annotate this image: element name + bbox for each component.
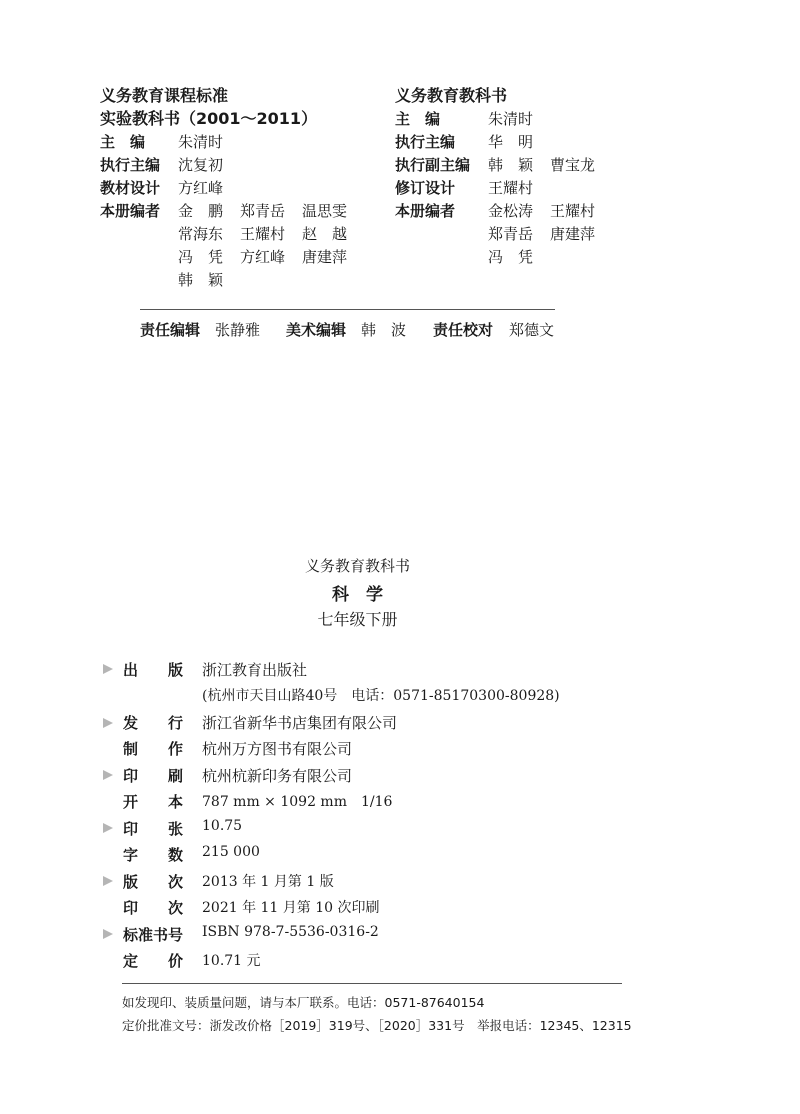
left-editor-name: 韩 颖 bbox=[178, 271, 224, 289]
right-credit-name: 韩 颖 bbox=[488, 156, 534, 174]
right-credit-name: 华 明 bbox=[488, 133, 534, 151]
colophon-value: 2021 年 11 月第 10 次印刷 bbox=[202, 900, 380, 916]
right-credits-header: 义务教育教科书 bbox=[395, 86, 508, 105]
staff-name: 张静雅 bbox=[215, 321, 261, 339]
left-editor-name: 唐建萍 bbox=[302, 248, 348, 266]
right-editor-name: 金松涛 bbox=[488, 202, 534, 220]
staff-label: 美术编辑 bbox=[286, 321, 347, 339]
credits-divider bbox=[140, 309, 555, 310]
bullet-triangle-icon bbox=[103, 929, 113, 939]
left-editor-name: 金 鹏 bbox=[178, 202, 224, 220]
colophon-label: 定 价 bbox=[123, 952, 184, 970]
footer-quality-notice: 如发现印、装质量问题，请与本厂联系。电话：0571-87640154 bbox=[122, 995, 485, 1010]
bullet-triangle-icon bbox=[103, 718, 113, 728]
colophon-value: 2013 年 1 月第 1 版 bbox=[202, 874, 334, 890]
staff-name: 韩 波 bbox=[361, 321, 407, 339]
colophon-label: 版 次 bbox=[123, 873, 184, 891]
right-credit-label: 执行主编 bbox=[395, 133, 456, 151]
book-grade: 七年级下册 bbox=[317, 610, 398, 629]
colophon-label: 开 本 bbox=[123, 793, 184, 811]
footer-divider bbox=[122, 983, 622, 984]
left-editor-name: 郑青岳 bbox=[240, 202, 286, 220]
colophon-label: 印 次 bbox=[123, 899, 184, 917]
colophon-label: 发 行 bbox=[123, 714, 184, 732]
left-editor-name: 王耀村 bbox=[240, 225, 286, 243]
colophon-value: ISBN 978-7-5536-0316-2 bbox=[202, 924, 379, 940]
left-editor-name: 冯 凭 bbox=[178, 248, 224, 266]
colophon-value: 浙江教育出版社 bbox=[202, 661, 308, 679]
colophon-label: 出 版 bbox=[123, 661, 184, 679]
book-series: 义务教育教科书 bbox=[304, 557, 410, 575]
right-credit-name: 王耀村 bbox=[488, 179, 534, 197]
colophon-value: 杭州万方图书有限公司 bbox=[202, 740, 353, 758]
colophon-value: 杭州杭新印务有限公司 bbox=[202, 767, 353, 785]
footer-price-approval: 定价批准文号：浙发改价格［2019］319号、［2020］331号 举报电话：12345、12315 bbox=[122, 1018, 632, 1033]
left-credit-name: 沈复初 bbox=[178, 156, 224, 174]
right-credit-label: 修订设计 bbox=[395, 179, 456, 197]
colophon-value: 10.71 元 bbox=[202, 953, 261, 969]
left-credit-name: 方红峰 bbox=[178, 179, 224, 197]
colophon-label: 制 作 bbox=[123, 740, 184, 758]
right-credit-label: 主 编 bbox=[395, 110, 441, 128]
bullet-triangle-icon bbox=[103, 823, 113, 833]
right-credit-label: 执行副主编 bbox=[395, 156, 471, 174]
right-credit-label: 本册编者 bbox=[395, 202, 456, 220]
left-editor-name: 温思雯 bbox=[302, 202, 348, 220]
left-credit-label: 主 编 bbox=[100, 133, 146, 151]
left-credits-header-2: 实验教科书（2001～2011） bbox=[100, 109, 318, 128]
left-credit-name: 朱清时 bbox=[178, 133, 224, 151]
colophon-value: 10.75 bbox=[202, 818, 243, 834]
left-editor-name: 方红峰 bbox=[240, 248, 286, 266]
left-editor-name: 常海东 bbox=[178, 225, 224, 243]
publisher-address: (杭州市天目山路40号 电话：0571-85170300-80928) bbox=[202, 688, 560, 704]
colophon-value: 浙江省新华书店集团有限公司 bbox=[202, 714, 398, 732]
staff-label: 责任校对 bbox=[433, 321, 494, 339]
colophon-value: 787 mm × 1092 mm 1/16 bbox=[202, 794, 393, 810]
left-credits-header-1: 义务教育课程标准 bbox=[100, 86, 229, 105]
left-credit-label: 教材设计 bbox=[100, 179, 161, 197]
bullet-triangle-icon bbox=[103, 664, 113, 674]
right-editor-name: 王耀村 bbox=[550, 202, 596, 220]
right-editor-name: 郑青岳 bbox=[488, 225, 534, 243]
right-credit-name: 朱清时 bbox=[488, 110, 534, 128]
left-credit-label: 本册编者 bbox=[100, 202, 161, 220]
right-editor-name: 唐建萍 bbox=[550, 225, 596, 243]
colophon-label: 标准书号 bbox=[123, 926, 184, 944]
colophon-label: 印 刷 bbox=[123, 767, 184, 785]
bullet-triangle-icon bbox=[103, 876, 113, 886]
right-credit-name: 曹宝龙 bbox=[550, 156, 596, 174]
colophon-label: 印 张 bbox=[123, 820, 184, 838]
left-editor-name: 赵 越 bbox=[302, 225, 348, 243]
colophon-value: 215 000 bbox=[202, 844, 260, 860]
right-editor-name: 冯 凭 bbox=[488, 248, 534, 266]
bullet-triangle-icon bbox=[103, 770, 113, 780]
staff-label: 责任编辑 bbox=[140, 321, 201, 339]
book-subject: 科 学 bbox=[332, 585, 383, 605]
left-credit-label: 执行主编 bbox=[100, 156, 161, 174]
colophon-label: 字 数 bbox=[123, 846, 184, 864]
staff-name: 郑德文 bbox=[509, 321, 555, 339]
